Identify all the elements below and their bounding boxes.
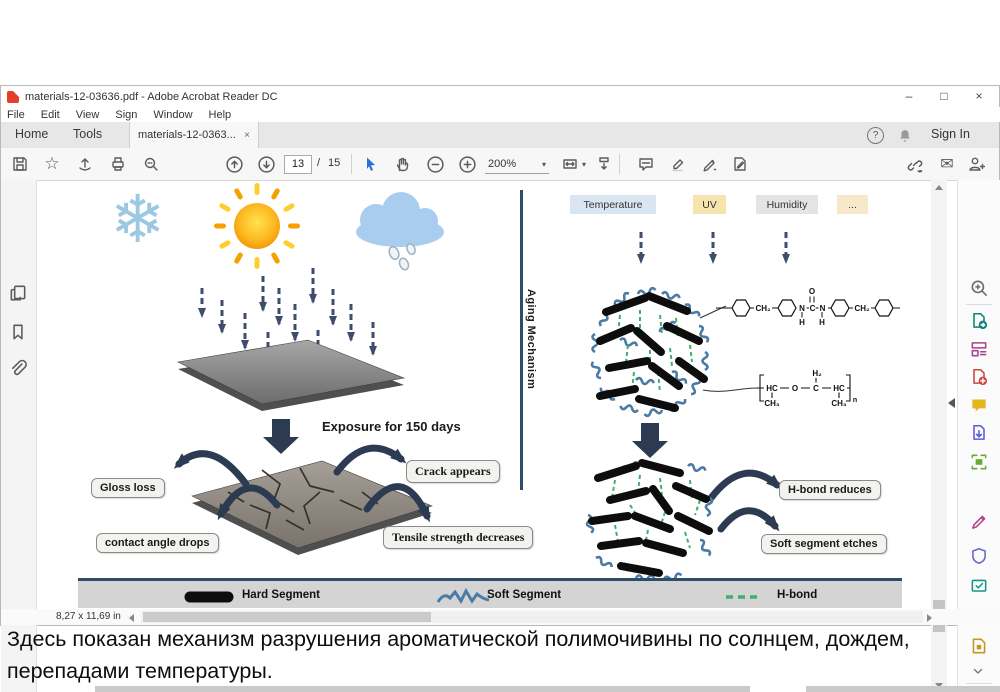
restore-button[interactable]: □ xyxy=(940,89,948,103)
svg-text:HC: HC xyxy=(833,384,845,393)
sign-pen-icon[interactable] xyxy=(699,153,721,175)
menu-view[interactable]: View xyxy=(75,108,100,121)
factor-arrows xyxy=(641,232,786,262)
marquee-zoom-icon[interactable] xyxy=(969,278,989,298)
horizontal-scroll-thumb[interactable] xyxy=(143,612,431,622)
tab-close-icon[interactable]: × xyxy=(244,129,250,141)
page-total: 15 xyxy=(328,157,341,169)
page-fit-icon[interactable] xyxy=(593,153,615,175)
next-page-icon[interactable] xyxy=(255,153,277,175)
menu-sign[interactable]: Sign xyxy=(115,108,138,121)
page-thumbnails-icon[interactable] xyxy=(8,283,28,303)
compress-pdf-icon[interactable] xyxy=(969,423,989,443)
caption-line-2: перепадами температуры. xyxy=(7,659,273,683)
exposure-label: Exposure for 150 days xyxy=(322,419,461,434)
zoom-level-dropdown[interactable] xyxy=(485,155,549,174)
zoom-out-icon[interactable] xyxy=(424,153,446,175)
sidebar-divider xyxy=(966,304,992,305)
chevron-down-icon: ▾ xyxy=(541,159,546,169)
star-icon[interactable]: ☆ xyxy=(44,154,60,173)
legend-h-bond: H-bond xyxy=(777,589,818,601)
svg-text:n: n xyxy=(852,397,858,404)
link-icon[interactable] xyxy=(904,153,926,175)
menu-file[interactable]: File xyxy=(7,108,25,121)
scroll-right-icon[interactable] xyxy=(927,614,932,622)
svg-text:H₂: H₂ xyxy=(812,369,822,378)
pdf-standards-icon[interactable] xyxy=(969,576,989,596)
degradation-arrow xyxy=(632,423,668,458)
main-toolbar xyxy=(1,148,999,181)
svg-text:C: C xyxy=(809,304,816,313)
title-bar xyxy=(1,86,999,107)
page-size-indicator: 8,27 x 11,69 in xyxy=(56,611,121,622)
email-icon[interactable]: ✉ xyxy=(940,156,954,173)
svg-text:HC: HC xyxy=(766,384,778,393)
svg-text:H: H xyxy=(819,318,825,327)
chevron-down-icon[interactable]: ▾ xyxy=(581,159,586,169)
comment-icon[interactable] xyxy=(635,153,657,175)
fit-width-icon[interactable] xyxy=(559,153,581,175)
soft-segment-structure xyxy=(757,369,857,408)
svg-text:C: C xyxy=(813,384,819,393)
tab-tools[interactable]: Tools xyxy=(73,127,103,141)
gloss-loss-box: Gloss loss xyxy=(91,478,165,498)
zoom-level-value: 200% xyxy=(488,158,517,170)
caption-line-1: Здесь показан механизм разрушения ароматической полимочивины по солнцем, дождем, xyxy=(7,627,910,651)
create-pdf-icon[interactable] xyxy=(969,367,989,387)
print-icon[interactable] xyxy=(107,153,129,175)
polymer-blob-degraded xyxy=(586,461,713,582)
svg-text:H: H xyxy=(799,318,805,327)
scroll-left-icon[interactable] xyxy=(129,614,134,622)
toolbar-divider xyxy=(351,154,352,174)
menu-help[interactable]: Help xyxy=(208,108,232,121)
svg-text:CH₂: CH₂ xyxy=(755,304,771,313)
edit-pdf-icon[interactable] xyxy=(969,512,989,532)
scroll-up-icon[interactable] xyxy=(935,185,943,190)
save-icon[interactable] xyxy=(9,153,31,175)
contact-angle-box: contact angle drops xyxy=(96,533,219,553)
svg-text:O: O xyxy=(808,287,816,296)
legend-soft-segment: Soft Segment xyxy=(487,589,562,601)
sun-icon xyxy=(214,183,300,269)
svg-text:CH₂: CH₂ xyxy=(854,304,870,313)
polymer-blob-intact xyxy=(591,288,709,417)
hard-segment-structure xyxy=(716,287,900,327)
help-icon[interactable]: ? xyxy=(867,127,884,144)
svg-text:N: N xyxy=(799,304,805,313)
factor-humidity: Humidity xyxy=(756,195,818,214)
tab-document-label: materials-12-0363... xyxy=(138,129,236,141)
tensile-strength-box: Tensile strength decreases xyxy=(383,526,533,549)
pdf-file-icon xyxy=(7,91,19,103)
attachments-icon[interactable] xyxy=(8,358,28,378)
share-icon[interactable] xyxy=(74,153,96,175)
menu-bar xyxy=(1,107,1000,122)
tab-bar xyxy=(1,122,999,149)
legend-hard-segment: Hard Segment xyxy=(242,589,320,601)
hand-tool-icon[interactable] xyxy=(391,153,413,175)
search-icon[interactable] xyxy=(140,153,162,175)
page-number-input[interactable]: 13 xyxy=(284,155,312,174)
protect-pdf-icon[interactable] xyxy=(969,546,989,566)
horizontal-scrollbar[interactable] xyxy=(141,611,923,623)
factor-temperature: Temperature xyxy=(570,195,656,214)
rain-cloud-icon xyxy=(356,192,444,271)
page-scrollbar-segment[interactable] xyxy=(95,686,750,692)
export-pdf-icon[interactable] xyxy=(969,311,989,331)
comment-tool-icon[interactable] xyxy=(969,395,989,415)
window-title: materials-12-03636.pdf - Adobe Acrobat Reader DC xyxy=(25,90,278,103)
svg-text:CH₃: CH₃ xyxy=(764,399,780,408)
toolbar-divider xyxy=(619,154,620,174)
svg-text:O: O xyxy=(791,384,799,393)
svg-text:CH₃: CH₃ xyxy=(831,399,847,408)
svg-text:N: N xyxy=(819,304,826,313)
structure-connectors xyxy=(700,306,757,391)
close-button[interactable]: × xyxy=(975,89,983,103)
fill-sign-icon[interactable] xyxy=(729,153,751,175)
factor-uv: UV xyxy=(693,195,726,214)
zoom-in-icon[interactable] xyxy=(456,153,478,175)
bell-icon[interactable] xyxy=(897,127,913,148)
page-scrollbar-segment[interactable] xyxy=(806,686,1000,692)
snowflake-icon: ❄ xyxy=(110,182,166,256)
tab-home[interactable]: Home xyxy=(15,127,49,141)
select-tool-icon[interactable] xyxy=(359,153,381,175)
add-user-icon[interactable] xyxy=(965,153,987,175)
h-bond-reduces-box: H-bond reduces xyxy=(779,480,881,500)
crack-appears-box: Crack appears xyxy=(406,460,500,483)
scan-ocr-icon[interactable] xyxy=(969,452,989,472)
bookmarks-icon[interactable] xyxy=(8,322,28,342)
collapse-pane-icon[interactable] xyxy=(948,398,955,408)
menu-window[interactable]: Window xyxy=(153,108,193,121)
exposure-arrow xyxy=(263,419,299,454)
page-separator: / xyxy=(317,157,321,169)
organize-pages-icon[interactable] xyxy=(969,339,989,359)
minimize-button[interactable]: – xyxy=(905,89,913,103)
highlighter-icon[interactable] xyxy=(667,153,689,175)
sign-in-button[interactable]: Sign In xyxy=(931,127,970,141)
menu-edit[interactable]: Edit xyxy=(40,108,60,121)
section-divider xyxy=(520,190,523,490)
tab-document[interactable] xyxy=(129,122,259,148)
factor-ellipsis: ... xyxy=(837,195,868,214)
aging-mechanism-label: Aging Mechanism xyxy=(525,289,537,390)
pristine-plate xyxy=(178,340,404,411)
soft-segment-etches-box: Soft segment etches xyxy=(761,534,887,554)
previous-page-icon[interactable] xyxy=(223,153,245,175)
